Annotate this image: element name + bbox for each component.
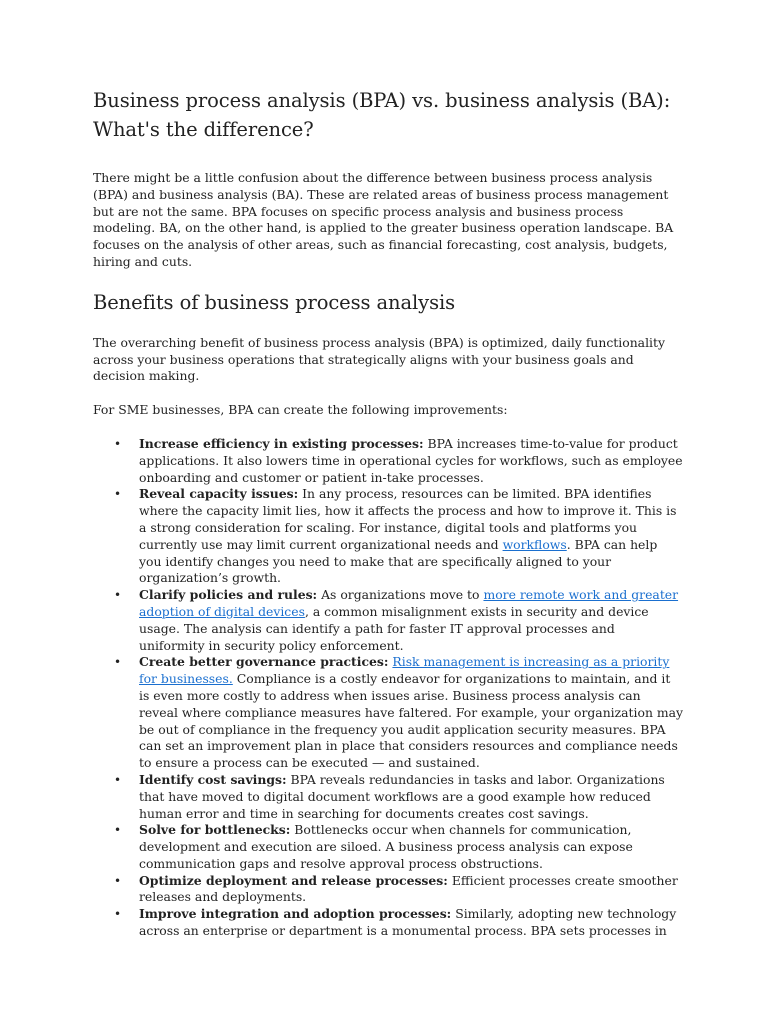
bullet-icon: • <box>114 487 122 502</box>
bullet-icon: • <box>114 907 122 922</box>
item-title: Increase efficiency in existing processes: <box>139 435 424 451</box>
list-item-policies <box>93 587 683 654</box>
item-text: Efficient processes create smoother releases and deployments. <box>139 872 678 905</box>
item-text-after: Compliance is a costly endeavor for organizations to maintain, and it is even more costly to address when issues arise. Business process analysis can reveal where compliance measures have faltered. For example, your organization may be out of compliance in the frequency you audit application security measures. BPA can set an improvement plan in place that considers resources and compliance needs to ensure a process can be executed — and sustained. <box>139 671 684 771</box>
item-text: As organizations move to <box>321 587 480 603</box>
document-page <box>93 86 683 940</box>
bullet-icon: • <box>114 873 122 888</box>
bullet-icon: • <box>114 823 122 838</box>
item-title: Clarify policies and rules: <box>139 587 318 603</box>
bullet-icon: • <box>114 588 122 603</box>
intro-paragraph: There might be a little confusion about the difference between business process analysis (BPA) and business analysis (BA). These are related areas of business process management but are not the same. BPA focuses on specific process analysis and business process modeling. BA, on the other hand, is applied to the greater business operation landscape. BA focuses on the analysis of other areas, such as financial forecasting, cost analysis, budgets, hiring and cuts. <box>93 170 674 269</box>
bullet-icon: • <box>114 655 122 670</box>
bullet-icon: • <box>114 772 122 787</box>
item-title: Improve integration and adoption processes: <box>139 906 452 922</box>
item-title: Create better governance practices: <box>139 654 389 670</box>
workflows-link[interactable]: workflows <box>502 536 567 552</box>
item-text: In any process, resources can be limited. BPA identifies where the capacity limit lies, how it affects the process and how to improve it. This is a strong consideration for scaling. For instance, digital tools and platforms you currently use may limit current organizational needs and <box>139 486 677 552</box>
improvements-list <box>93 436 683 940</box>
item-text-after: . BPA can help you identify changes you need to make that are specifically aligned to your organization’s growth. <box>139 536 658 586</box>
risk-management-link[interactable]: Risk management is increasing as a priority for businesses. <box>139 654 670 687</box>
main-heading: Business process analysis (BPA) vs. business analysis (BA): What's the difference? <box>93 89 671 141</box>
item-title: Reveal capacity issues: <box>139 486 299 502</box>
item-text: BPA reveals redundancies in tasks and labor. Organizations that have moved to digital document workflows are a good example how reduced human error and time in searching for documents creates cost savings. <box>139 771 665 821</box>
list-item-capacity <box>93 486 683 587</box>
list-item-deployment <box>93 873 683 907</box>
item-text: BPA increases time-to-value for product applications. It also lowers time in operational cycles for workflows, such as employee onboarding and customer or patient in-take processes. <box>139 435 683 485</box>
list-item-efficiency <box>93 436 683 486</box>
item-text: Bottlenecks occur when channels for communication, development and execution are siloed. A business process analysis can expose communication gaps and resolve approval process obstructions. <box>139 822 633 871</box>
list-item-cost-savings <box>93 772 683 822</box>
remote-work-link[interactable]: more remote work and greater adoption of digital devices <box>139 587 679 619</box>
item-title: Solve for bottlenecks: <box>139 822 291 838</box>
item-title: Identify cost savings: <box>139 771 287 787</box>
list-item-bottlenecks <box>93 822 683 872</box>
list-item-governance <box>93 654 683 772</box>
improvements-lead: For SME businesses, BPA can create the following improvements: <box>93 402 508 418</box>
bullet-icon: • <box>114 436 122 451</box>
list-item-integration <box>93 906 683 940</box>
item-title: Optimize deployment and release processes: <box>139 872 448 888</box>
benefits-heading: Benefits of business process analysis <box>93 290 456 314</box>
item-text: Similarly, adopting new technology across an enterprise or department is a monumental process. BPA sets processes in <box>139 906 677 939</box>
item-text-after: , a common misalignment exists in security and device usage. The analysis can identify a path for faster IT approval processes and uniformity in security policy enforcement. <box>139 603 649 653</box>
overview-paragraph: The overarching benefit of business process analysis (BPA) is optimized, daily functionality across your business operations that strategically aligns with your business goals and decision making. <box>93 334 665 384</box>
